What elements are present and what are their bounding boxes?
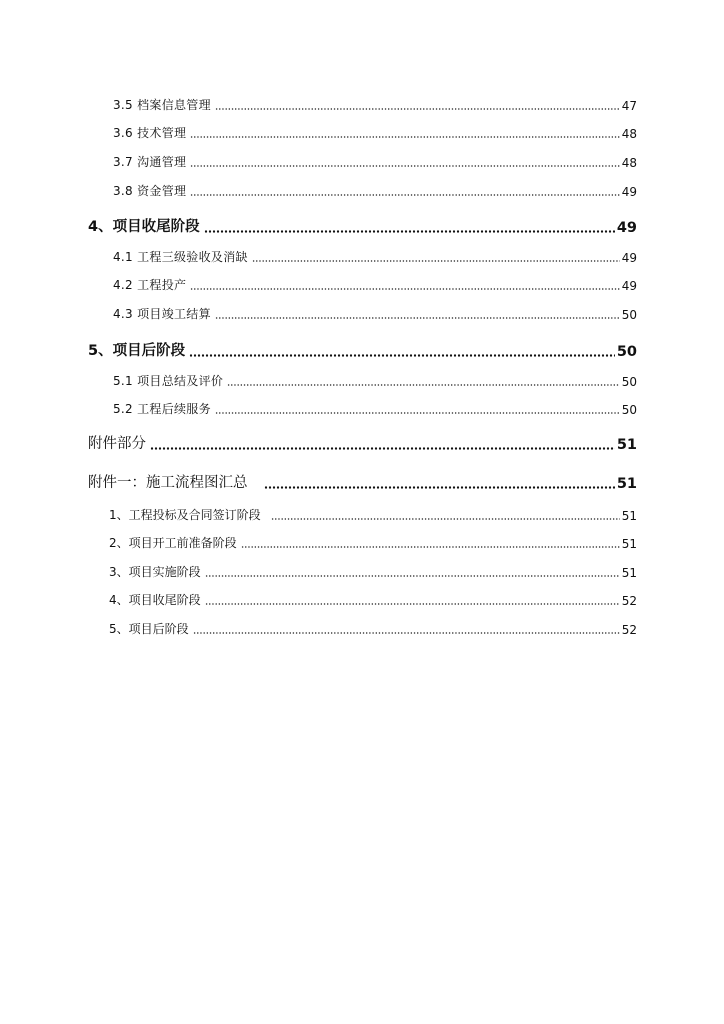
toc-entry-page: 49 bbox=[621, 279, 637, 293]
toc-entry-page: 47 bbox=[621, 99, 637, 113]
dot-leader bbox=[264, 486, 615, 489]
toc-entry-flow-4[interactable] bbox=[109, 591, 637, 608]
dot-leader bbox=[215, 108, 620, 110]
toc-entry-page: 50 bbox=[621, 308, 637, 322]
toc-entry-label: 4.2 工程投产 bbox=[113, 278, 187, 292]
toc-entry-5-1[interactable] bbox=[113, 372, 637, 389]
toc-entry-label: 5、项目后阶段 bbox=[109, 622, 189, 636]
toc-entry-label: 3.6 技术管理 bbox=[113, 126, 187, 140]
toc-entry-label: 4.3 项目竣工结算 bbox=[113, 307, 211, 321]
dot-leader bbox=[190, 194, 619, 196]
toc-entry-page: 52 bbox=[621, 594, 637, 608]
dot-leader bbox=[271, 518, 620, 520]
dot-leader bbox=[189, 354, 615, 357]
dot-leader bbox=[150, 447, 615, 450]
toc-entry-page: 51 bbox=[616, 476, 637, 492]
toc-entry-label: 4、项目收尾阶段 bbox=[88, 219, 200, 235]
toc-entry-label: 2、项目开工前准备阶段 bbox=[109, 536, 237, 550]
toc-entry-label: 4、项目收尾阶段 bbox=[109, 593, 201, 607]
toc-entry-flow-5[interactable] bbox=[109, 620, 637, 637]
dot-leader bbox=[205, 603, 620, 605]
toc-entry-label: 附件部分 bbox=[88, 436, 146, 452]
toc-entry-label: 3.8 资金管理 bbox=[113, 184, 187, 198]
dot-leader bbox=[193, 632, 620, 634]
toc-entry-flow-2[interactable] bbox=[109, 534, 637, 551]
toc-entry-3-7[interactable] bbox=[113, 153, 637, 170]
toc-entry-page: 48 bbox=[621, 156, 637, 170]
toc-entry-4-2[interactable] bbox=[113, 276, 637, 293]
toc-entry-label: 3.5 档案信息管理 bbox=[113, 98, 211, 112]
toc-entry-label: 5.1 项目总结及评价 bbox=[113, 374, 224, 388]
dot-leader bbox=[190, 288, 619, 290]
toc-entry-page: 52 bbox=[621, 623, 637, 637]
dot-leader bbox=[190, 136, 619, 138]
dot-leader bbox=[215, 317, 620, 319]
dot-leader bbox=[190, 165, 619, 167]
dot-leader bbox=[241, 546, 620, 548]
toc-entry-3-6[interactable] bbox=[113, 124, 637, 141]
toc-entry-label: 3.7 沟通管理 bbox=[113, 155, 187, 169]
toc-entry-3-8[interactable] bbox=[113, 182, 637, 199]
toc-entry-label: 3、项目实施阶段 bbox=[109, 565, 201, 579]
dot-leader bbox=[204, 230, 615, 233]
toc-entry-appendix[interactable] bbox=[88, 432, 637, 453]
toc-entry-page: 51 bbox=[621, 509, 637, 523]
toc-entry-3-5[interactable] bbox=[113, 96, 637, 113]
toc-entry-page: 51 bbox=[616, 437, 637, 453]
dot-leader bbox=[252, 260, 620, 262]
toc-entry-label: 附件一：施工流程图汇总 bbox=[88, 475, 248, 491]
toc-entry-5[interactable] bbox=[88, 339, 637, 360]
toc-entry-flow-1[interactable] bbox=[109, 506, 637, 523]
toc-entry-page: 50 bbox=[621, 375, 637, 389]
toc-entry-flow-3[interactable] bbox=[109, 563, 637, 580]
dot-leader bbox=[205, 575, 620, 577]
toc-entry-label: 5.2 工程后续服务 bbox=[113, 402, 211, 416]
toc-entry-label: 4.1 工程三级验收及消缺 bbox=[113, 250, 248, 264]
toc-entry-4[interactable] bbox=[88, 215, 637, 236]
toc-entry-page: 51 bbox=[621, 537, 637, 551]
toc-entry-appendix-1[interactable] bbox=[88, 471, 637, 492]
toc-entry-4-3[interactable] bbox=[113, 305, 637, 322]
toc-entry-page: 48 bbox=[621, 127, 637, 141]
toc-entry-page: 50 bbox=[616, 344, 637, 360]
toc-entry-4-1[interactable] bbox=[113, 248, 637, 265]
toc-entry-page: 51 bbox=[621, 566, 637, 580]
toc-entry-page: 50 bbox=[621, 403, 637, 417]
toc-entry-5-2[interactable] bbox=[113, 400, 637, 417]
dot-leader bbox=[215, 412, 620, 414]
dot-leader bbox=[227, 384, 620, 386]
toc-entry-page: 49 bbox=[621, 185, 637, 199]
toc-entry-label: 1、工程投标及合同签订阶段 bbox=[109, 508, 261, 522]
toc-entry-page: 49 bbox=[616, 220, 637, 236]
toc-entry-page: 49 bbox=[621, 251, 637, 265]
toc-entry-label: 5、项目后阶段 bbox=[88, 343, 186, 359]
